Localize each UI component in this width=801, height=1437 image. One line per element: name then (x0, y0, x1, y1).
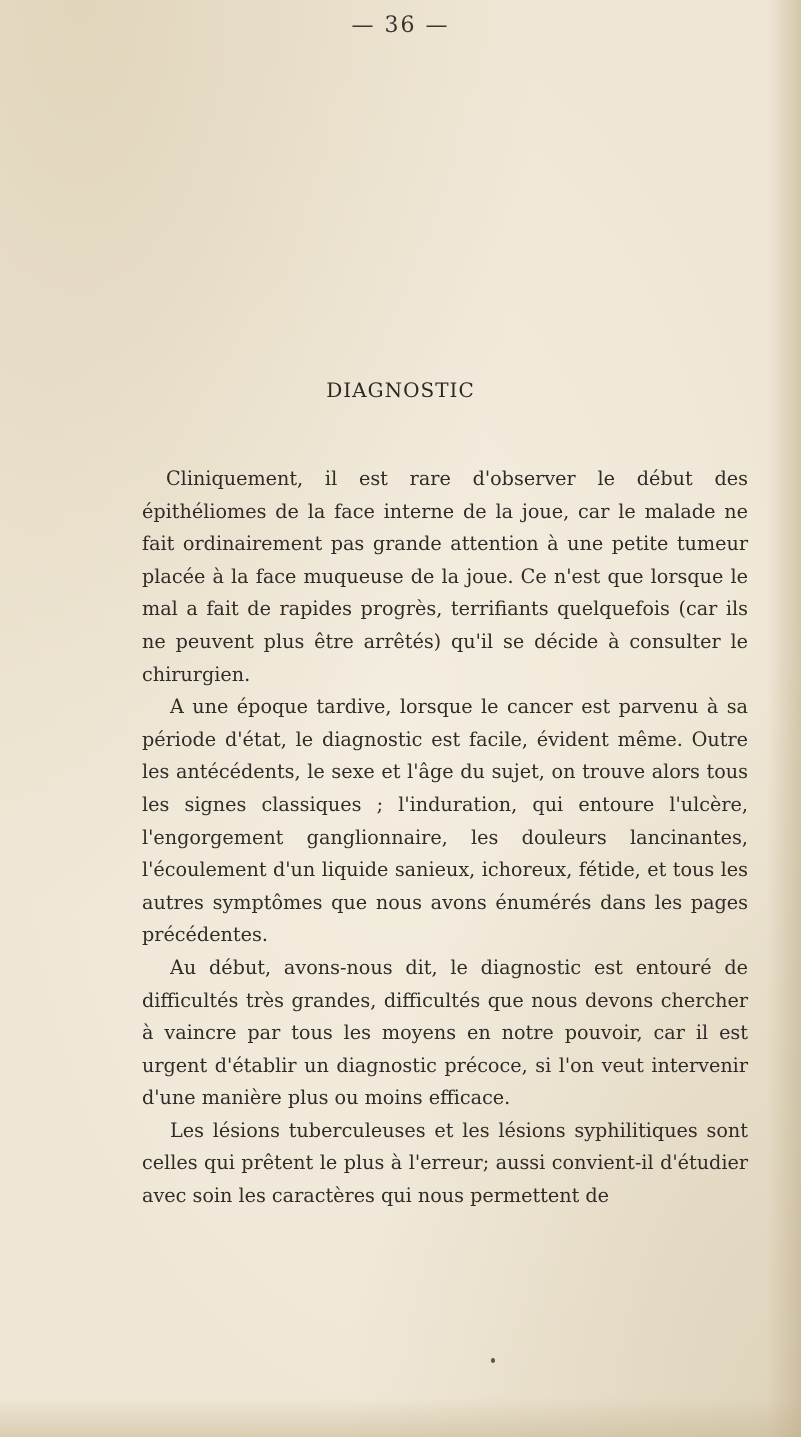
page-edge-shadow-bottom (0, 1397, 801, 1437)
section-title: DIAGNOSTIC (326, 378, 475, 402)
body-text (142, 463, 748, 1213)
page-edge-shadow-right (767, 0, 801, 1437)
paper-speck (491, 1358, 495, 1363)
paragraph-1: Cliniquement, il est rare d'observer le début des épithéliomes de la face interne de la joue, car le malade ne fait ordinairement pas grande attention à une petite tumeur placée à la face muqueuse de la joue. Ce n'est que lorsque le mal a fait de rapides progrès, terrifiants quelquefois (car ils ne peuvent plus être arrêtés) qu'il se décide à consulter le chirurgien. (142, 467, 748, 686)
paragraph-2: A une époque tardive, lorsque le cancer est parvenu à sa période d'état, le diagnostic est facile, évident même. Outre les antécédents, le sexe et l'âge du sujet, on trouve alors tous les signes classiques ; l'induration, qui entoure l'ulcère, l'engorgement ganglionnaire, les douleurs lancinantes, l'écoulement d'un liquide sanieux, ichoreux, fétide, et tous les autres symptômes que nous avons énumérés dans les pages précédentes. (142, 695, 748, 947)
paragraph-4: Les lésions tuberculeuses et les lésions syphilitiques sont celles qui prêtent le plus à l'erreur; aussi convient-il d'étudier avec soin les caractères qui nous permettent de (142, 1118, 748, 1208)
page-number: — 36 — (351, 13, 450, 38)
paragraph-3: Au début, avons-nous dit, le diagnostic est entouré de difficultés très grandes, difficultés que nous devons chercher à vaincre par tous les moyens en notre pouvoir, car il est urgent d'établir un diagnostic précoce, si l'on veut intervenir d'une manière plus ou moins efficace. (142, 955, 748, 1110)
